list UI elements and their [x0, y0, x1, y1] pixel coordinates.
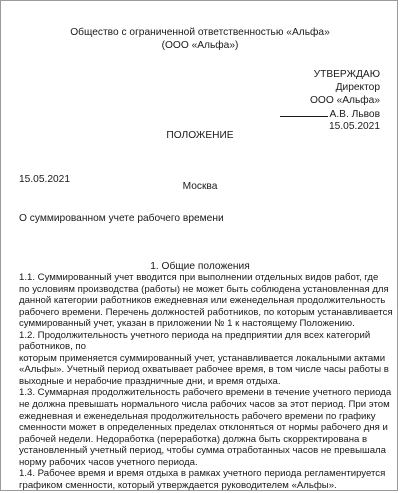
body-line: «Альфы». Учетный период охватывает рабочее время, в том числе часы работы в: [19, 364, 389, 376]
body-line: 1.2. Продолжительность учетного периода на предприятии для всех категорий: [19, 329, 371, 341]
body-line: графиком сменности, который утверждается руководителем «Альфы».: [19, 479, 337, 491]
approver-signature-line: [280, 107, 380, 121]
approval-label: УТВЕРЖДАЮ: [313, 69, 380, 80]
body-line: данной категории работников ежедневная или еженедельная продолжительность: [19, 295, 386, 307]
body-line: 1.1. Суммированный учет вводится при выполнении отдельных видов работ, где: [19, 272, 379, 283]
approval-date: 15.05.2021: [329, 121, 380, 132]
section-body: [19, 272, 393, 491]
body-line: 1.3. Суммарная продолжительность рабочего времени в течение учетного периода: [19, 387, 392, 399]
body-line: норму рабочих часов учетного периода.: [19, 456, 198, 468]
signature-blank: [280, 107, 328, 117]
document-city: Москва: [182, 181, 218, 192]
approver-company: ООО «Альфа»: [309, 95, 380, 106]
organization-name: Общество с ограниченной ответственностью «Альфа»: [70, 27, 330, 38]
body-line: сменности может в определенных пределах отклоняться от нормы рабочего дня и: [19, 422, 388, 434]
body-line: не должна превышать нормального числа рабочих часов за этот период. При этом: [19, 399, 390, 411]
body-line: установленный учетный период, чтобы сумма отработанных часов не превышала: [19, 445, 386, 457]
body-line: по условиям производства (работы) не может быть соблюдена установленная для: [19, 283, 389, 295]
organization-short-name: (ООО «Альфа»): [161, 40, 239, 51]
approver-position: Директор: [335, 82, 380, 93]
section-title: 1. Общие положения: [150, 261, 250, 272]
body-line: 1.4. Рабочее время и время отдыха в рамках учетного периода регламентируется: [19, 468, 386, 480]
body-line: рабочего времени. Перечень должностей работников, по которым устанавливается: [19, 306, 393, 318]
document-subject: О суммированном учете рабочего времени: [19, 213, 224, 224]
body-line: работников, по: [19, 341, 86, 353]
body-line: суммированный учет, указан в приложении № 1 к настоящему Положению.: [19, 318, 355, 330]
body-line: выходные и нерабочие праздничные дни, и время отдыха.: [19, 375, 281, 387]
body-line: рабочей недели. Недоработка (переработка) должна быть скорректирована в: [19, 433, 368, 445]
document-date: 15.05.2021: [19, 174, 70, 185]
body-line: которым применяется суммированный учет, устанавливается локальными актами: [19, 352, 386, 364]
approver-name: А.В. Львов: [329, 109, 380, 120]
body-line: ежедневная и еженедельная продолжительность рабочего времени по графику: [19, 410, 376, 422]
document-title: ПОЛОЖЕНИЕ: [166, 130, 234, 141]
